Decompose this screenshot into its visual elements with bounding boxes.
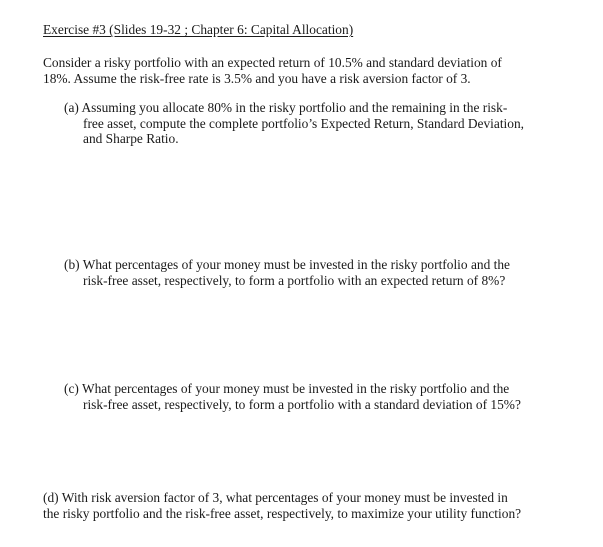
- question-c: [64, 381, 584, 412]
- question-c-line-2: risk-free asset, respectively, to form a portfolio with a standard deviation of 15%?: [83, 396, 521, 412]
- question-a: [64, 100, 584, 147]
- question-c-line-1: (c) What percentages of your money must be invested in the risky portfolio and the: [64, 381, 510, 396]
- question-b-line-2: risk-free asset, respectively, to form a portfolio with an expected return of 8%?: [83, 272, 506, 288]
- intro-line-1: Consider a risky portfolio with an expected return of 10.5% and standard deviation of: [43, 55, 502, 70]
- question-d-line-1: (d) With risk aversion factor of 3, what percentages of your money must be invested in: [43, 490, 508, 505]
- question-b: [64, 257, 584, 288]
- exercise-intro: [43, 55, 563, 86]
- exercise-heading: Exercise #3 (Slides 19-32 ; Chapter 6: Capital Allocation): [43, 22, 354, 37]
- question-a-line-1: (a) Assuming you allocate 80% in the risky portfolio and the remaining in the risk-: [64, 100, 508, 115]
- question-b-line-1: (b) What percentages of your money must be invested in the risky portfolio and the: [64, 257, 510, 272]
- question-a-line-3: and Sharpe Ratio.: [83, 131, 179, 147]
- intro-line-2: 18%. Assume the risk-free rate is 3.5% and you have a risk aversion factor of 3.: [43, 70, 471, 86]
- question-d: [43, 490, 563, 521]
- question-d-line-2: the risky portfolio and the risk-free asset, respectively, to maximize your utility function?: [43, 505, 522, 521]
- question-a-line-2: free asset, compute the complete portfolio’s Expected Return, Standard Deviation,: [83, 115, 525, 131]
